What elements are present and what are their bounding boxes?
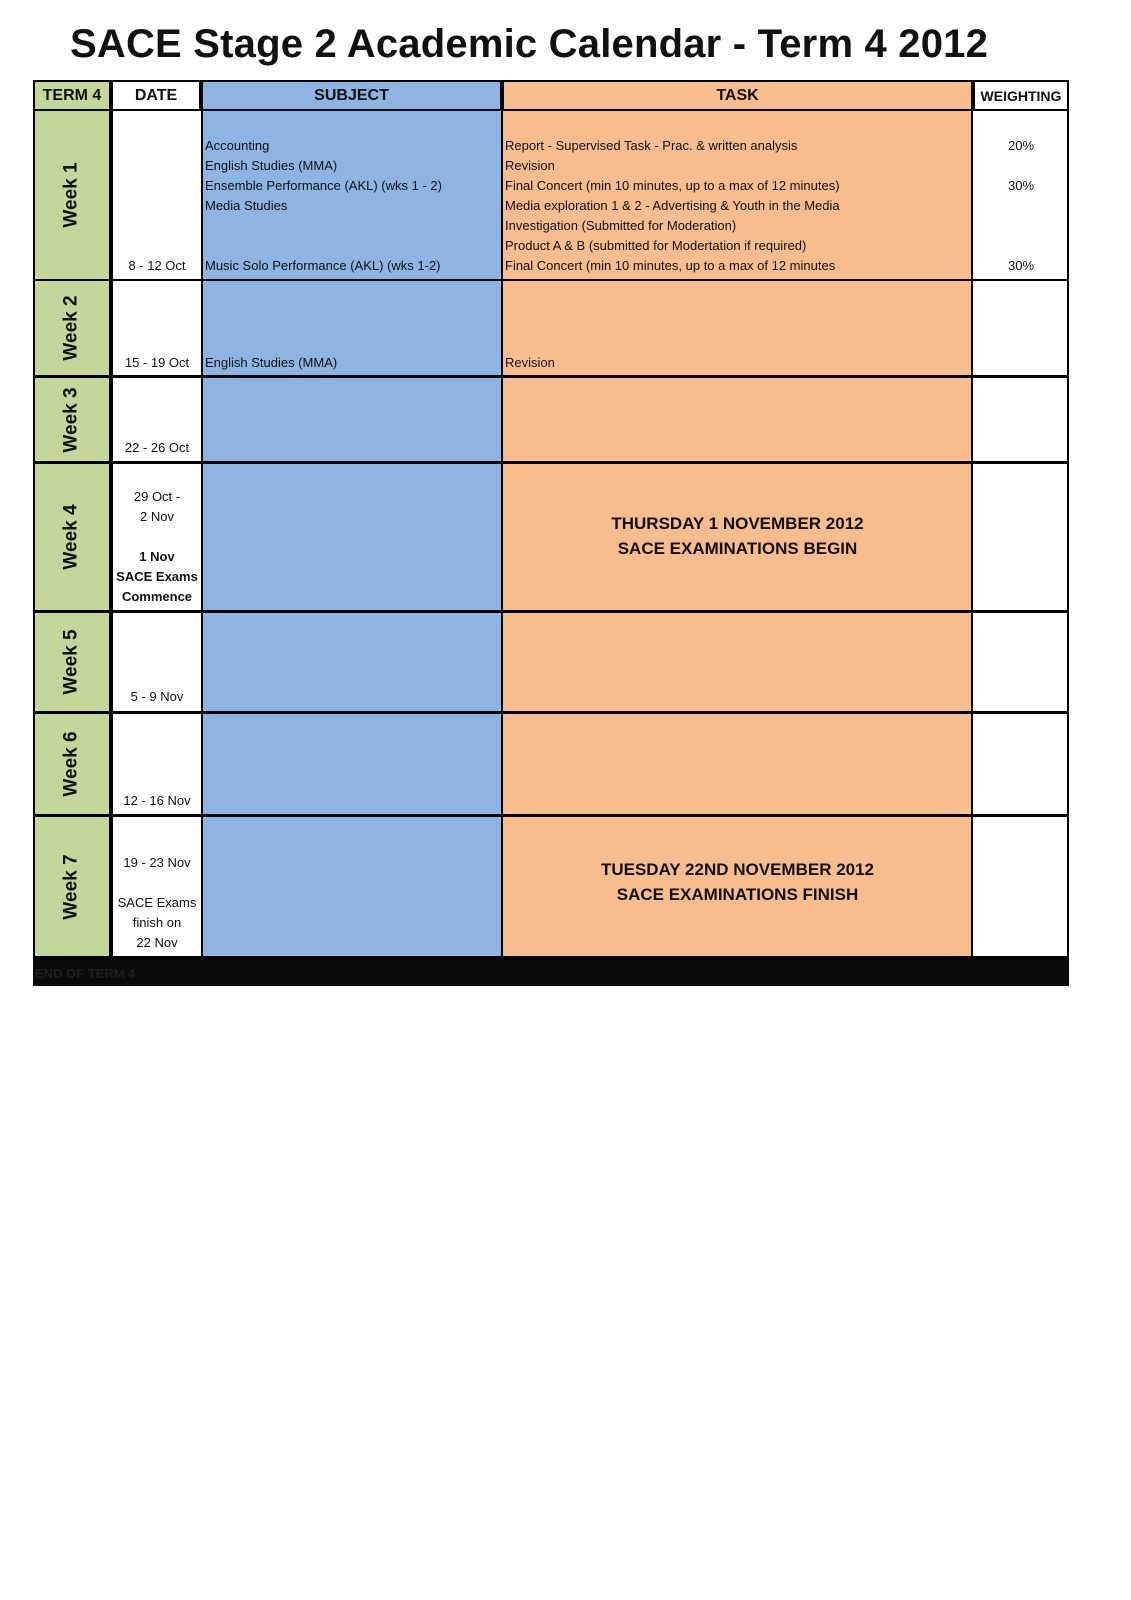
week-5-tasks	[503, 613, 971, 711]
week-2-date-cell	[113, 281, 201, 375]
weighting-value: 20%	[1007, 138, 1035, 153]
weighting-value: 30%	[1007, 258, 1035, 273]
exams-finish-banner: TUESDAY 22ND NOVEMBER 2012	[600, 860, 875, 879]
week-3-date-cell	[113, 378, 201, 461]
week-4-label: Week 4	[35, 464, 109, 610]
week-6-date-cell	[113, 714, 201, 814]
week-7-date-line: 19 - 23 Nov	[123, 855, 191, 870]
week-7-tasks	[503, 817, 971, 956]
task-line: Final Concert (min 10 minutes, up to a max of 12 minutes)	[505, 178, 840, 193]
header-task: TASK	[504, 82, 971, 109]
week-6-label: Week 6	[35, 714, 109, 814]
task-line: Revision	[505, 355, 555, 370]
subject-line: Accounting	[205, 138, 270, 153]
week-5-label: Week 5	[35, 613, 109, 711]
week-7-label: Week 7	[35, 817, 109, 956]
task-line: Media exploration 1 & 2 - Advertising & Youth in the Media	[505, 198, 840, 213]
subject-line: English Studies (MMA)	[205, 158, 338, 173]
week-4-date-line: SACE Exams	[116, 569, 198, 584]
header-subject: SUBJECT	[203, 82, 500, 109]
week-7-date-line: SACE Exams	[117, 895, 197, 910]
header-weighting: WEIGHTING	[975, 82, 1067, 109]
week-6-subjects	[203, 714, 501, 814]
subject-line: Media Studies	[205, 198, 288, 213]
week-5-date-cell	[113, 613, 201, 711]
week-7-subjects	[203, 817, 501, 956]
subject-line: English Studies (MMA)	[205, 355, 338, 370]
week-6-tasks	[503, 714, 971, 814]
week-3-tasks	[503, 378, 971, 461]
week-4-date-line: 29 Oct -	[133, 489, 181, 504]
week-2-subjects	[203, 281, 501, 375]
header-date: DATE	[113, 82, 199, 109]
week-7-date-line: 22 Nov	[136, 935, 178, 950]
subject-line: Ensemble Performance (AKL) (wks 1 - 2)	[205, 178, 442, 193]
exams-begin-banner: SACE EXAMINATIONS BEGIN	[617, 539, 858, 558]
week-4-date-cell	[113, 464, 201, 610]
calendar-table	[33, 80, 1069, 986]
header-term: TERM 4	[35, 82, 109, 109]
week-5-weightings	[973, 613, 1067, 711]
task-line: Investigation (Submitted for Moderation)	[505, 218, 737, 233]
week-4-tasks	[503, 464, 971, 610]
week-1-weightings	[973, 111, 1067, 279]
task-line: Revision	[505, 158, 555, 173]
week-1-subjects	[203, 111, 501, 279]
week-3-weightings	[973, 378, 1067, 461]
week-7-date-line: finish on	[132, 915, 182, 930]
week-1-label: Week 1	[35, 111, 109, 279]
week-7-weightings	[973, 817, 1067, 956]
week-7-date-cell	[113, 817, 201, 956]
week-6-weightings	[973, 714, 1067, 814]
week-3-subjects	[203, 378, 501, 461]
weighting-value: 30%	[1007, 178, 1035, 193]
subject-line: Music Solo Performance (AKL) (wks 1-2)	[205, 258, 441, 273]
task-line: Report - Supervised Task - Prac. & written analysis	[505, 138, 798, 153]
page-title: SACE Stage 2 Academic Calendar - Term 4 2012	[70, 22, 989, 66]
task-line: Product A & B (submitted for Modertation if required)	[505, 238, 807, 253]
week-2-tasks	[503, 281, 971, 375]
task-line: Final Concert (min 10 minutes, up to a max of 12 minutes	[505, 258, 836, 273]
week-4-subjects	[203, 464, 501, 610]
week-2-date: 15 - 19 Oct	[124, 355, 190, 370]
week-4-date-line: 1 Nov	[139, 549, 175, 564]
week-5-subjects	[203, 613, 501, 711]
week-1-date-cell	[113, 111, 201, 279]
exams-finish-banner: SACE EXAMINATIONS FINISH	[616, 885, 859, 904]
week-2-weightings	[973, 281, 1067, 375]
end-of-term-label: END OF TERM 4	[35, 966, 136, 981]
week-3-label: Week 3	[35, 378, 109, 461]
week-1-date: 8 - 12 Oct	[128, 258, 186, 273]
week-5-date: 5 - 9 Nov	[130, 689, 184, 704]
week-3-date: 22 - 26 Oct	[124, 440, 190, 455]
week-2-label: Week 2	[35, 281, 109, 375]
end-of-term-bar	[33, 960, 1069, 986]
exams-begin-banner: THURSDAY 1 NOVEMBER 2012	[611, 514, 864, 533]
week-4-date-line: Commence	[121, 589, 193, 604]
week-4-date-line: 2 Nov	[140, 509, 174, 524]
week-4-weightings	[973, 464, 1067, 610]
week-6-date: 12 - 16 Nov	[123, 793, 191, 808]
week-1-tasks	[503, 111, 971, 279]
